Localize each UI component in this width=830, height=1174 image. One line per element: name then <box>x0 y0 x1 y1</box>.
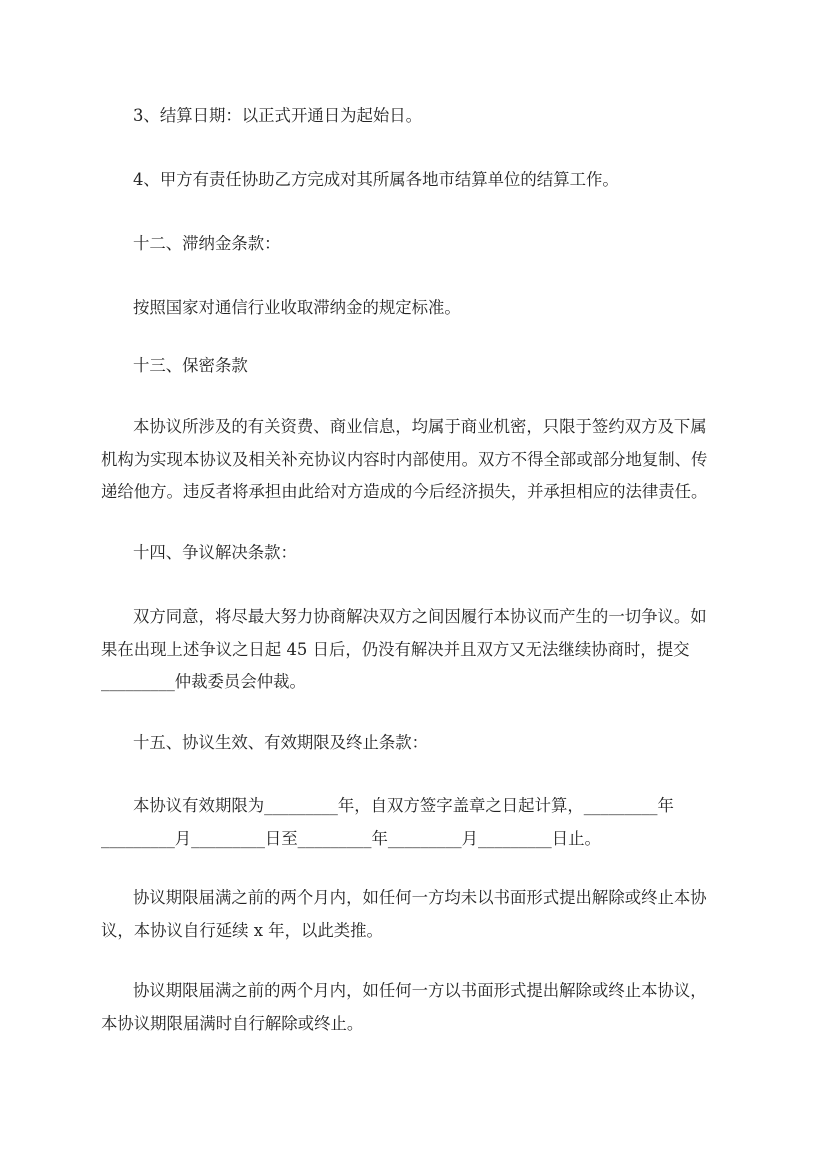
paragraph-dispute <box>101 601 731 699</box>
paragraph-validity-period <box>101 790 731 855</box>
text-line: 本协议有效期限为_________年，自双方签字盖章之日起计算，_________年 <box>133 796 674 815</box>
text-line: 议，本协议自行延续 x 年，以此类推。 <box>101 920 383 940</box>
text-line: 双方同意，将尽最大努力协商解决双方之间因履行本协议而产生的一切争议。如 <box>133 607 707 626</box>
text-line: 本协议所涉及的有关资费、商业信息，均属于商业机密，只限于签约双方及下属 <box>133 417 707 436</box>
heading-dispute <box>101 537 731 570</box>
text-line: _________月_________日至_________年_________月_________日止。 <box>101 828 601 848</box>
text-line: 递给他方。违反者将承担由此给对方造成的今后经济损失，并承担相应的法律责任。 <box>101 482 708 502</box>
text-line: 十四、争议解决条款： <box>133 543 297 562</box>
text-line: 十二、滞纳金条款： <box>133 234 281 253</box>
text-line: 协议期限届满之前的两个月内，如任何一方均未以书面形式提出解除或终止本协 <box>133 888 707 907</box>
paragraph-auto-renewal <box>101 882 731 947</box>
text-line: 按照国家对通信行业收取滞纳金的规定标准。 <box>133 298 461 317</box>
text-line: 4、甲方有责任协助乙方完成对其所属各地市结算单位的结算工作。 <box>133 170 619 189</box>
text-line: _________仲裁委员会仲裁。 <box>101 672 306 692</box>
paragraph-settlement-assist <box>101 164 731 197</box>
text-line: 果在出现上述争议之日起 45 日后，仍没有解决并且双方又无法继续协商时，提交 <box>101 639 690 659</box>
paragraph-termination <box>101 975 731 1040</box>
heading-late-fee <box>101 228 731 261</box>
text-line: 协议期限届满之前的两个月内，如任何一方以书面形式提出解除或终止本协议， <box>133 981 707 1000</box>
paragraph-late-fee <box>101 292 731 325</box>
paragraph-settlement-date <box>101 100 731 133</box>
heading-confidentiality <box>101 350 731 383</box>
text-line: 机构为实现本协议及相关补充协议内容时内部使用。双方不得全部或部分地复制、传 <box>101 449 708 469</box>
text-line: 本协议期限届满时自行解除或终止。 <box>101 1013 364 1033</box>
paragraph-confidentiality <box>101 411 731 509</box>
text-line: 3、结算日期：以正式开通日为起始日。 <box>133 106 423 125</box>
heading-validity <box>101 727 731 760</box>
text-line: 十三、保密条款 <box>133 356 248 375</box>
text-line: 十五、协议生效、有效期限及终止条款： <box>133 733 429 752</box>
